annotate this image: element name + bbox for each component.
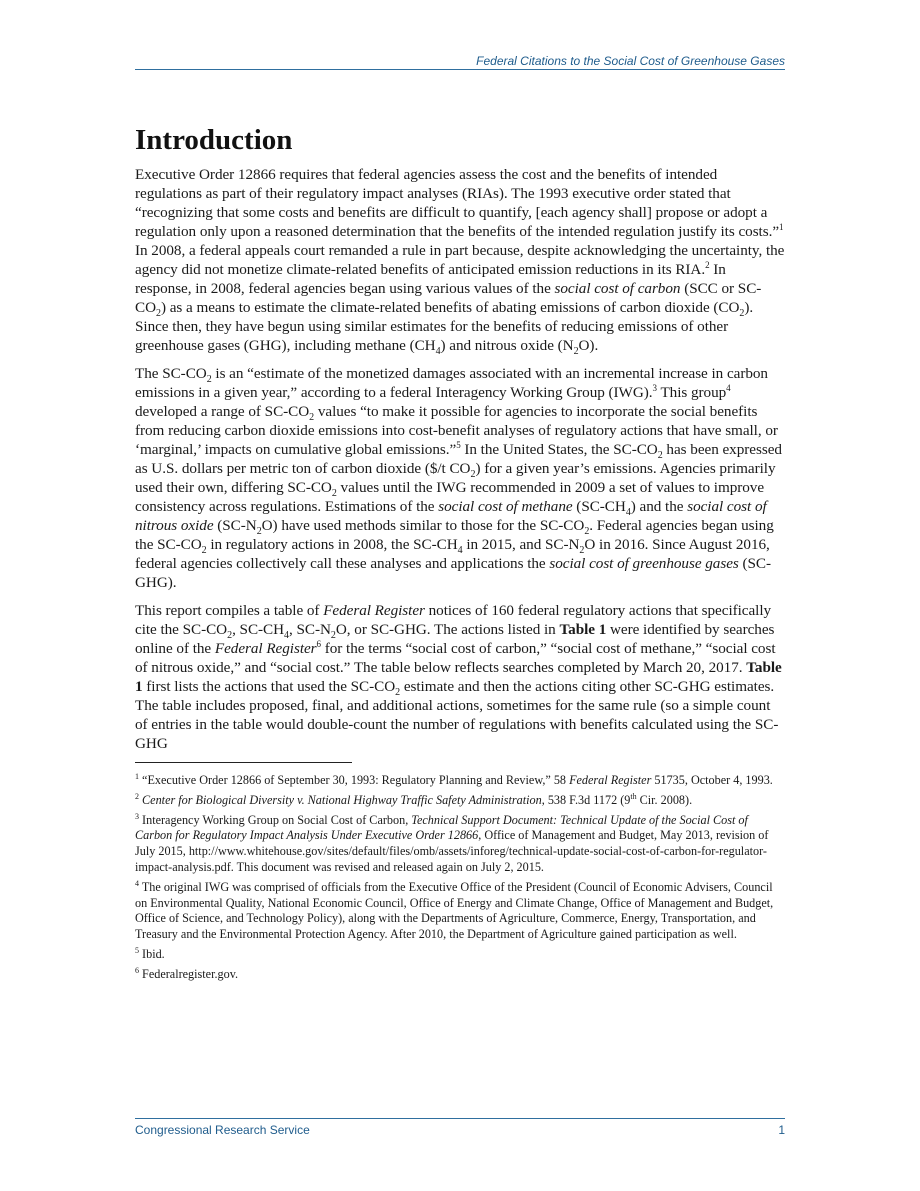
table-1-ref[interactable]: Table 1 <box>559 621 607 638</box>
footnote-2: $^2$ Center for Biological Diversity v. National Highway Traffic Safety Administration, 538 F.3d 1172 (9th Cir. 2008). <box>135 791 693 807</box>
footnote-3: $^3$ Interagency Working Group on Social Cost of Carbon, Technical Support Document: Technical Update of the Social Cost of Carbon for Regulatory Impact Analysis Under Executive Order 12866, Office of Management and Budget, May 2013, revision of July 2015, http://www.whitehouse.gov/sites/default/files/omb/assets/inforeg/technical-update-social-cost-of-carbon-for-regulator-impact-analysis.pdf. This document was revised and released again on July 2, 2015. <box>135 811 769 874</box>
page-number: 1 <box>778 1123 785 1137</box>
footnote-ref-2[interactable]: 2 <box>705 259 710 270</box>
paragraph-1: Executive Order 12866 requires that federal agencies assess the cost and the benefits of intended regulations as part of their regulatory impact analyses (RIAs). The 1993 executive order stated that “recognizing that some costs and benefits are difficult to quantify, [each agency shall] propose or adopt a regulation only upon a reasoned determination that the benefits of the intended regulation justify its costs.”$^1$ In 2008, a federal appeals court remanded a rule in part because, despite acknowledging the uncertainty, the agency did not monetize climate-related benefits of anticipated emission reductions in its RIA.$^2$ In response, in 2008, federal agencies began using various values of the social cost of carbon (SCC or $SC-CO_2$) as a means to estimate the climate-related benefits of abating emissions of carbon dioxide $(CO_2)$. Since then, they have begun using similar estimates for the benefits of reducing emissions of other greenhouse gases (GHG), including methane $(CH_4)$ and nitrous oxide $(N_2O)$. <box>135 166 785 358</box>
footnote-ref-3[interactable]: 3 <box>652 382 657 393</box>
footnote-4: $^4$ The original IWG was comprised of officials from the Executive Office of the President (Council of Economic Advisers, Council on Environmental Quality, National Economic Council, Office of Energy and Climate Change, Office of Management and Budget, Office of Science, and Technology Policy), along with the Departments of Agriculture, Commerce, Energy, Transportation, and Treasury and the Environmental Protection Agency. After 2010, the Department of Agriculture gained participation as well. <box>135 878 774 942</box>
paragraph-3: This report compiles a table of Federal Register notices of 160 federal regulatory actions that specifically cite the $SC-CO_2$, $SC-CH_4$, $SC-N_2O$, or SC-GHG. The actions listed in Table 1 were identified by searches online of the Federal Register$^6$ for the terms “social cost of carbon,” “social cost of methane,” “social cost of nitrous oxide,” and “social cost.” The table below reflects searches completed by March 20, 2017. Table 1 first lists the actions that used the $SC-CO_2$ estimate and then the actions citing other SC-GHG estimates. The table includes proposed, final, and additional actions, sometimes for the same rule (so a simple count of entries in the table would double-count the number of regulations with benefits calculated using the SC-GHG <box>135 602 782 752</box>
footnote-ref-4[interactable]: 4 <box>726 382 731 393</box>
footnote-6: $^6$ Federalregister.gov. <box>135 965 239 981</box>
footnote-ref-5[interactable]: 5 <box>456 439 461 450</box>
header-divider <box>135 69 785 70</box>
footnote-divider <box>135 762 352 763</box>
paragraph-2: The $SC-CO_2$ is an “estimate of the monetized damages associated with an incremental increase in carbon emissions in a given year,” according to a federal Interagency Working Group (IWG).$^3$ This group$^4$ developed a range of $SC-CO_2$ values “to make it possible for agencies to incorporate the social benefits from reducing carbon dioxide emissions into cost-benefit analyses of regulatory actions that have small, or ‘marginal,’ impacts on cumulative global emissions.”$^5$ In the United States, the $SC-CO_2$ has been expressed as U.S. dollars per metric ton of carbon dioxide ($/t $CO_2$) for a given year’s emissions. Agencies primarily used their own, differing $SC-CO_2$ values until the IWG recommended in 2009 a set of values to improve consistency across regulations. Estimations of the social cost of methane $(SC-CH_4)$ and the social cost of nitrous oxide $(SC-N_2O)$ have used methods similar to those for the $SC-CO_2$. Federal agencies began using the $SC-CO_2$ in regulatory actions in 2008, the $SC-CH_4$ in 2015, and $SC-N_2O$ in 2016. Since August 2016, federal agencies collectively call these analyses and applications the social cost of greenhouse gases (SC-GHG). <box>135 365 782 591</box>
footnote-ref-1[interactable]: 1 <box>779 221 784 232</box>
section-heading: Introduction <box>135 124 293 156</box>
running-header-title: Federal Citations to the Social Cost of Greenhouse Gases <box>476 54 785 68</box>
footer-divider <box>135 1118 785 1119</box>
footnote-ref-6[interactable]: 6 <box>316 638 321 649</box>
page-content <box>135 124 785 987</box>
footnote-1: $^1$ “Executive Order 12866 of September 30, 1993: Regulatory Planning and Review,” 58 Federal Register 51735, October 4, 1993. <box>135 771 773 787</box>
footnote-5: $^5$ Ibid. <box>135 945 165 961</box>
table-1-ref[interactable]: Table 1 <box>135 659 782 695</box>
footer-publisher: Congressional Research Service <box>135 1123 310 1137</box>
